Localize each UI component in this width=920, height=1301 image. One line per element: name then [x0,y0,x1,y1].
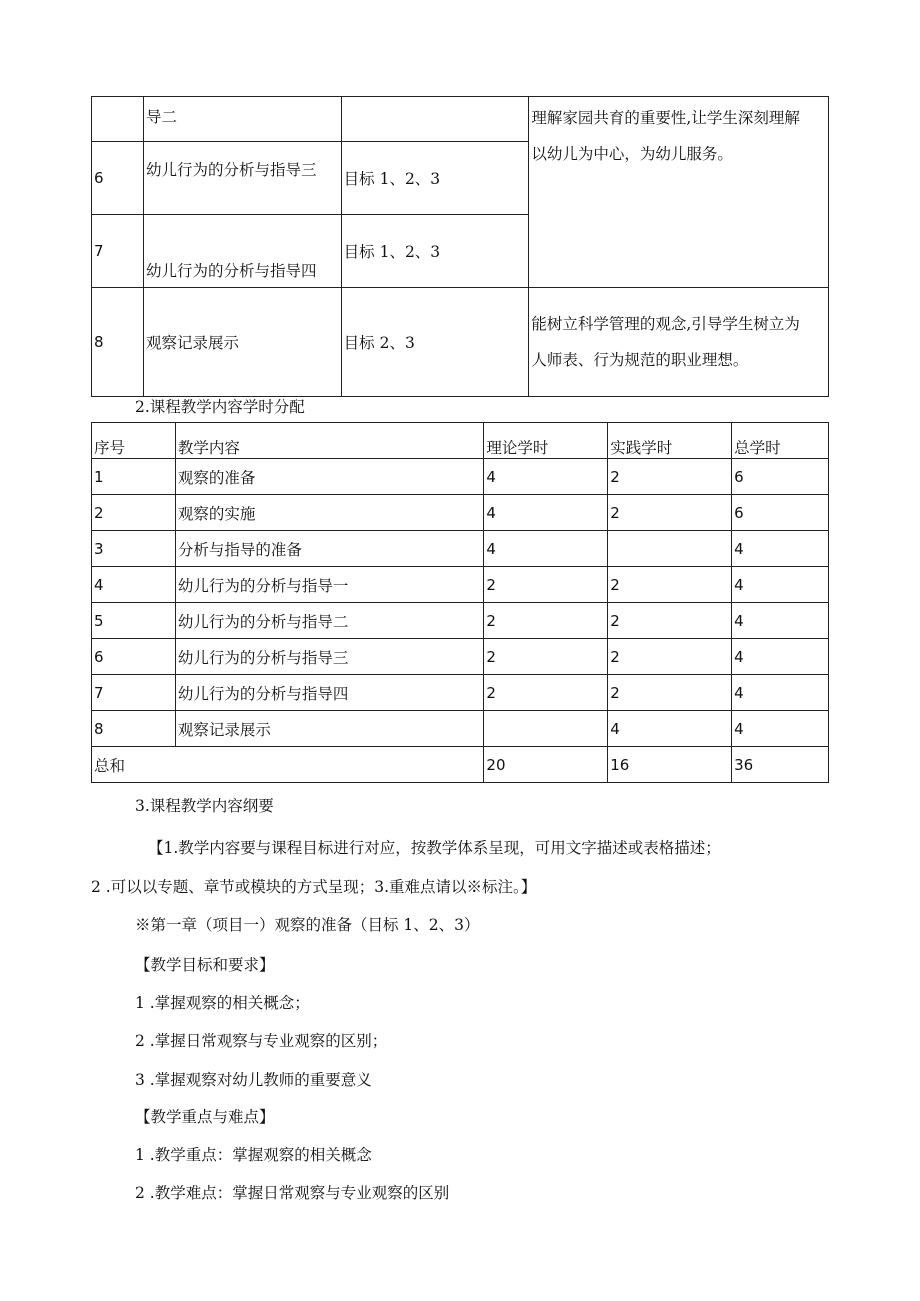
table-cell: 7 [92,675,176,711]
description-line: 理解家园共育的重要性,让学生深刻理解 [531,109,800,127]
description-line: 人师表、行为规范的职业理想。 [531,351,749,369]
table-cell: 2 [608,675,732,711]
table-cell: 2 [484,603,608,639]
table-cell: 2 [608,459,732,495]
total-practice: 16 [608,747,732,783]
list-item: 2 .掌握日常观察与专业观察的区别； [135,1032,388,1050]
table-cell: 4 [484,495,608,531]
list-item: 2 .教学难点：掌握日常观察与专业观察的区别 [135,1184,450,1202]
column-header: 理论学时 [484,423,608,459]
table-cell: 分析与指导的准备 [175,531,484,567]
description-line: 以幼儿为中心，为幼儿服务。 [531,145,733,163]
table-cell: 8 [92,711,176,747]
table-cell: 幼儿行为的分析与指导四 [175,675,484,711]
row-number: 6 [92,142,144,215]
note-line: 【1.教学内容要与课程目标进行对应，按教学体系呈现，可用文字描述或表格描述； [148,839,721,857]
table-cell: 2 [608,603,732,639]
total-sum: 36 [732,747,829,783]
note-line: 2 .可以以专题、章节或模块的方式呈现；3.重难点请以※标注。】 [91,878,537,896]
row-number: 8 [92,288,144,397]
column-header: 总学时 [732,423,829,459]
table-row [92,97,829,142]
goal-cell [341,97,529,142]
table-cell: 幼儿行为的分析与指导一 [175,567,484,603]
table-cell: 4 [484,531,608,567]
list-item: 1 .掌握观察的相关概念； [135,994,310,1012]
table-cell: 2 [484,675,608,711]
table-cell: 观察的准备 [175,459,484,495]
column-header: 实践学时 [608,423,732,459]
content-cell: 幼儿行为的分析与指导四 [143,215,341,288]
subheading: 【教学目标和要求】 [135,956,275,974]
table-cell [484,711,608,747]
section-title: 2.课程教学内容学时分配 [135,398,305,416]
hours-table [91,422,829,783]
goal-cell: 目标 1、2、3 [341,142,529,215]
table-total-row [92,747,829,783]
table-header-row [92,423,829,459]
table-cell: 3 [92,531,176,567]
table-cell: 6 [732,459,829,495]
table-cell [608,531,732,567]
column-header: 序号 [92,423,176,459]
chapter-title: ※第一章（项目一）观察的准备（目标 1、2、3） [135,916,480,934]
column-header: 教学内容 [175,423,484,459]
table-cell: 4 [484,459,608,495]
goal-cell: 目标 1、2、3 [341,215,529,288]
table-cell: 2 [608,639,732,675]
table-cell: 幼儿行为的分析与指导二 [175,603,484,639]
list-item: 1 .教学重点：掌握观察的相关概念 [135,1146,372,1164]
table-cell: 2 [608,567,732,603]
table-cell: 4 [732,639,829,675]
table-cell: 4 [732,711,829,747]
subheading: 【教学重点与难点】 [135,1108,275,1126]
content-cell: 幼儿行为的分析与指导三 [143,142,341,215]
table-row [92,675,829,711]
table-row [92,711,829,747]
table-row [92,639,829,675]
table-cell: 2 [608,495,732,531]
row-number [92,97,144,142]
table-row [92,495,829,531]
description-line: 能树立科学管理的观念,引导学生树立为 [531,315,800,333]
goal-cell: 目标 2、3 [341,288,529,397]
table-row [92,603,829,639]
table-cell: 观察记录展示 [175,711,484,747]
table-cell: 2 [484,567,608,603]
list-item: 3 .掌握观察对幼儿教师的重要意义 [135,1071,372,1089]
objectives-table [91,96,829,397]
table-cell: 6 [92,639,176,675]
table-cell: 4 [732,675,829,711]
content-cell: 观察记录展示 [143,288,341,397]
description-cell [529,97,829,288]
total-theory: 20 [484,747,608,783]
table-cell: 4 [608,711,732,747]
content-cell: 导二 [143,97,341,142]
table-cell: 6 [732,495,829,531]
total-label: 总和 [92,747,484,783]
table-cell: 2 [92,495,176,531]
table-cell: 1 [92,459,176,495]
table-cell: 2 [484,639,608,675]
row-number: 7 [92,215,144,288]
table-cell: 幼儿行为的分析与指导三 [175,639,484,675]
table-row [92,288,829,397]
table-cell: 4 [92,567,176,603]
section-title: 3.课程教学内容纲要 [135,797,274,815]
table-cell: 4 [732,603,829,639]
table-cell: 观察的实施 [175,495,484,531]
description-cell [529,288,829,397]
table-cell: 5 [92,603,176,639]
table-row [92,567,829,603]
table-row [92,531,829,567]
table-cell: 4 [732,531,829,567]
table-cell: 4 [732,567,829,603]
table-row [92,459,829,495]
